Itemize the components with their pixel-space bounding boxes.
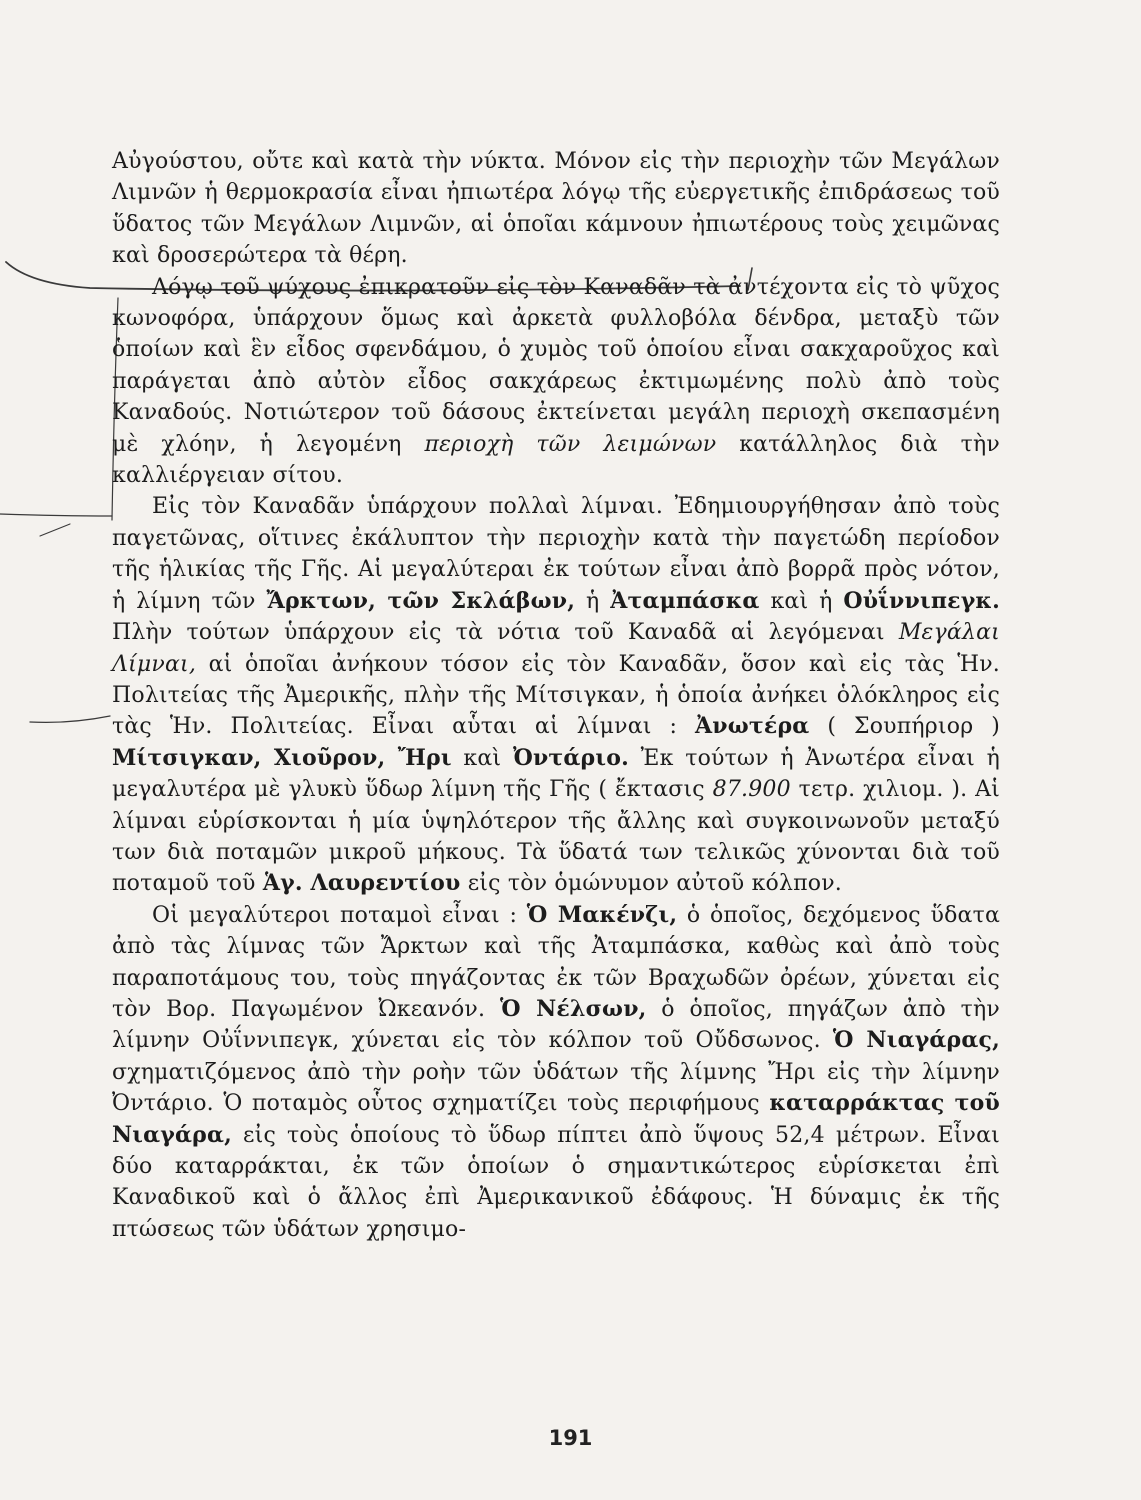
text-run: σχηματιζόμενος ἀπὸ τὴν ροὴν τῶν ὑδάτων τῆς λίμνης Ἤρι εἰς τὴν λίμνην Ὀντάριο. Ὁ ποταμὸς οὗτος σχηματίζει τοὺς περιφήμους	[112, 1059, 1000, 1117]
paragraph-vegetation	[112, 272, 1000, 492]
bold-term: Ὁ Νιαγάρας,	[832, 1027, 1000, 1054]
bold-term: Ὁ Νέλσων,	[499, 995, 647, 1022]
pencil-margin-stroke-2	[40, 524, 70, 536]
text-run: εἰς τοὺς ὁποίους τὸ ὕδωρ πίπτει ἀπὸ ὕψους 52,4 μέτρων. Εἶναι δύο καταρράκται, ἐκ τῶν ὁποίων ὁ σημαντικώτερος εὑρίσκεται ἐπὶ Καναδικοῦ καὶ ὁ ἄλλος ἐπὶ Ἀμερικανικοῦ ἐδάφους. Ἡ δύναμις ἐκ τῆς πτώσεως τῶν ὑδάτων χρησιμο-	[112, 1122, 1000, 1242]
bold-term: Ἁγ. Λαυρεντίου	[262, 870, 461, 897]
page-text	[112, 146, 1000, 1245]
text-run: Οἱ μεγαλύτεροι ποταμοὶ εἶναι :	[152, 902, 518, 928]
text-run: ἡ	[585, 588, 600, 614]
italic-term: περιοχὴ τῶν λειμώνων	[424, 431, 717, 457]
text-run: Εἰς τὸν Καναδᾶν ὑπάρχουν πολλαὶ λίμναι. Ἐδημιουργήθησαν ἀπὸ τοὺς παγετῶνας, οἵτινες ἐκάλυπτον τὴν περιοχὴν κατὰ τὴν παγετώδη περίοδον τῆς ἡλικίας τῆς Γῆς. Αἱ μεγαλύτεραι ἐκ τούτων εἶναι ἀπὸ βορρᾶ πρὸς νότον, ἡ λίμνη τῶν	[112, 494, 1000, 614]
pencil-margin-stroke	[0, 514, 112, 516]
italic-term: Μεγάλαι Λίμναι,	[112, 620, 1000, 677]
bold-term: Ἄρκτων, τῶν Σκλάβων,	[266, 587, 576, 614]
text-run: Λόγῳ τοῦ ψύχους ἐπικρατοῦν εἰς τὸν Καναδᾶν τὰ ἀντέχοντα εἰς τὸ ψῦχος κωνοφόρα, ὑπάρχουν ὅμως καὶ ἀρκετὰ φυλλοβόλα δένδρα, μεταξὺ τῶν ὁποίων καὶ ἓν εἶδος σφενδάμου, ὁ χυμὸς τοῦ ὁποίου εἶναι σακχαροῦχος καὶ παράγεται ἀπὸ αὐτὸν εἶδος σακχάρεως ἐκτιμωμένης πολὺ ἀπὸ τοὺς Καναδούς. Νοτιώτερον τοῦ δάσους ἐκτείνεται μεγάλη περιοχὴ σκεπασμένη μὲ χλόην, ἡ λεγομένη	[112, 274, 1000, 457]
text-run: καὶ	[463, 745, 502, 771]
text-run: κατάλληλος διὰ τὴν καλλιέργειαν σίτου.	[112, 431, 1000, 489]
page-number: 191	[548, 1426, 593, 1450]
text-run: ὁ ὁποῖος, δεχόμενος ὕδατα ἀπὸ τὰς λίμνας τῶν Ἄρκτων καὶ τῆς Ἀταμπάσκα, καθὼς καὶ ἀπὸ τοὺς παραποτάμους του, τοὺς πηγάζοντας ἐκ τῶν Βραχωδῶν ὀρέων, χύνεται εἰς τὸν Βορ. Παγωμένον Ὠκεανόν.	[112, 902, 1000, 1022]
text-run: Αὐγούστου, οὔτε καὶ κατὰ τὴν νύκτα. Μόνον εἰς τὴν περιοχὴν τῶν Μεγάλων Λιμνῶν ἡ θερμοκρασία εἶναι ἠπιωτέρα λόγῳ τῆς εὐεργετικῆς ἐπιδράσεως τοῦ ὕδατος τῶν Μεγάλων Λιμνῶν, αἱ ὁποῖαι κάμνουν ἠπιωτέρους τοὺς χειμῶνας καὶ δροσερώτερα τὰ θέρη.	[112, 149, 1000, 269]
paragraph-lakes	[112, 491, 1000, 899]
text-run: Ἐκ τούτων ἡ Ἀνωτέρα εἶναι ἡ μεγαλυτέρα μὲ γλυκὺ ὕδωρ λίμνη τῆς Γῆς ( ἔκτασις	[112, 745, 1001, 803]
text-run: τετρ. χιλιομ. ). Αἱ λίμναι εὑρίσκονται ἡ μία ὑψηλότερον τῆς ἄλλης καὶ συγκοινωνοῦν μεταξύ των διὰ ποταμῶν μικροῦ μήκους. Τὰ ὕδατά των τελικῶς χύνονται διὰ τοῦ ποταμοῦ τοῦ	[112, 777, 1000, 897]
text-run: ( Σουπήριορ )	[827, 714, 1000, 740]
text-run: εἰς τὸν ὁμώνυμον αὐτοῦ κόλπον.	[467, 871, 842, 897]
text-run: Πλὴν τούτων ὑπάρχουν εἰς τὰ νότια τοῦ Καναδᾶ αἱ λεγόμεναι	[112, 620, 885, 646]
bold-term: Ἀνωτέρα	[695, 713, 810, 740]
bold-term: Ἀταμπάσκα	[610, 587, 760, 614]
text-run: καὶ ἡ	[770, 588, 833, 614]
bold-term: καταρράκτας τοῦ Νιαγάρα,	[112, 1090, 1000, 1148]
bold-term: Ὁ Μακένζι,	[526, 901, 678, 928]
text-run: ὁ ὁποῖος, πηγάζων ἀπὸ τὴν λίμνην Οὐΐννιπεγκ, χύνεται εἰς τὸν κόλπον τοῦ Οὔδσωνος.	[112, 996, 1000, 1054]
text-run: αἱ ὁποῖαι ἀνήκουν τόσον εἰς τὸν Καναδᾶν, ὅσον καὶ εἰς τὰς Ἡν. Πολιτείας τῆς Ἀμερικῆς, πλὴν τῆς Μίτσιγκαν, ἡ ὁποία ἀνήκει ὁλόκληρος εἰς τὰς Ἡν. Πολιτείας. Εἶναι αὗται αἱ λίμναι :	[112, 651, 1000, 740]
bold-term: Ὀντάριο.	[512, 744, 629, 771]
paragraph-rivers	[112, 900, 1000, 1245]
italic-number: 87.900	[712, 777, 791, 803]
bold-term: Μίτσιγκαν, Χιοῦρον, Ἤρι	[112, 744, 452, 771]
pencil-arrow-mark	[30, 716, 110, 722]
bold-term: Οὐΐννιπεγκ.	[843, 587, 1000, 614]
paragraph-continuation	[112, 146, 1000, 272]
